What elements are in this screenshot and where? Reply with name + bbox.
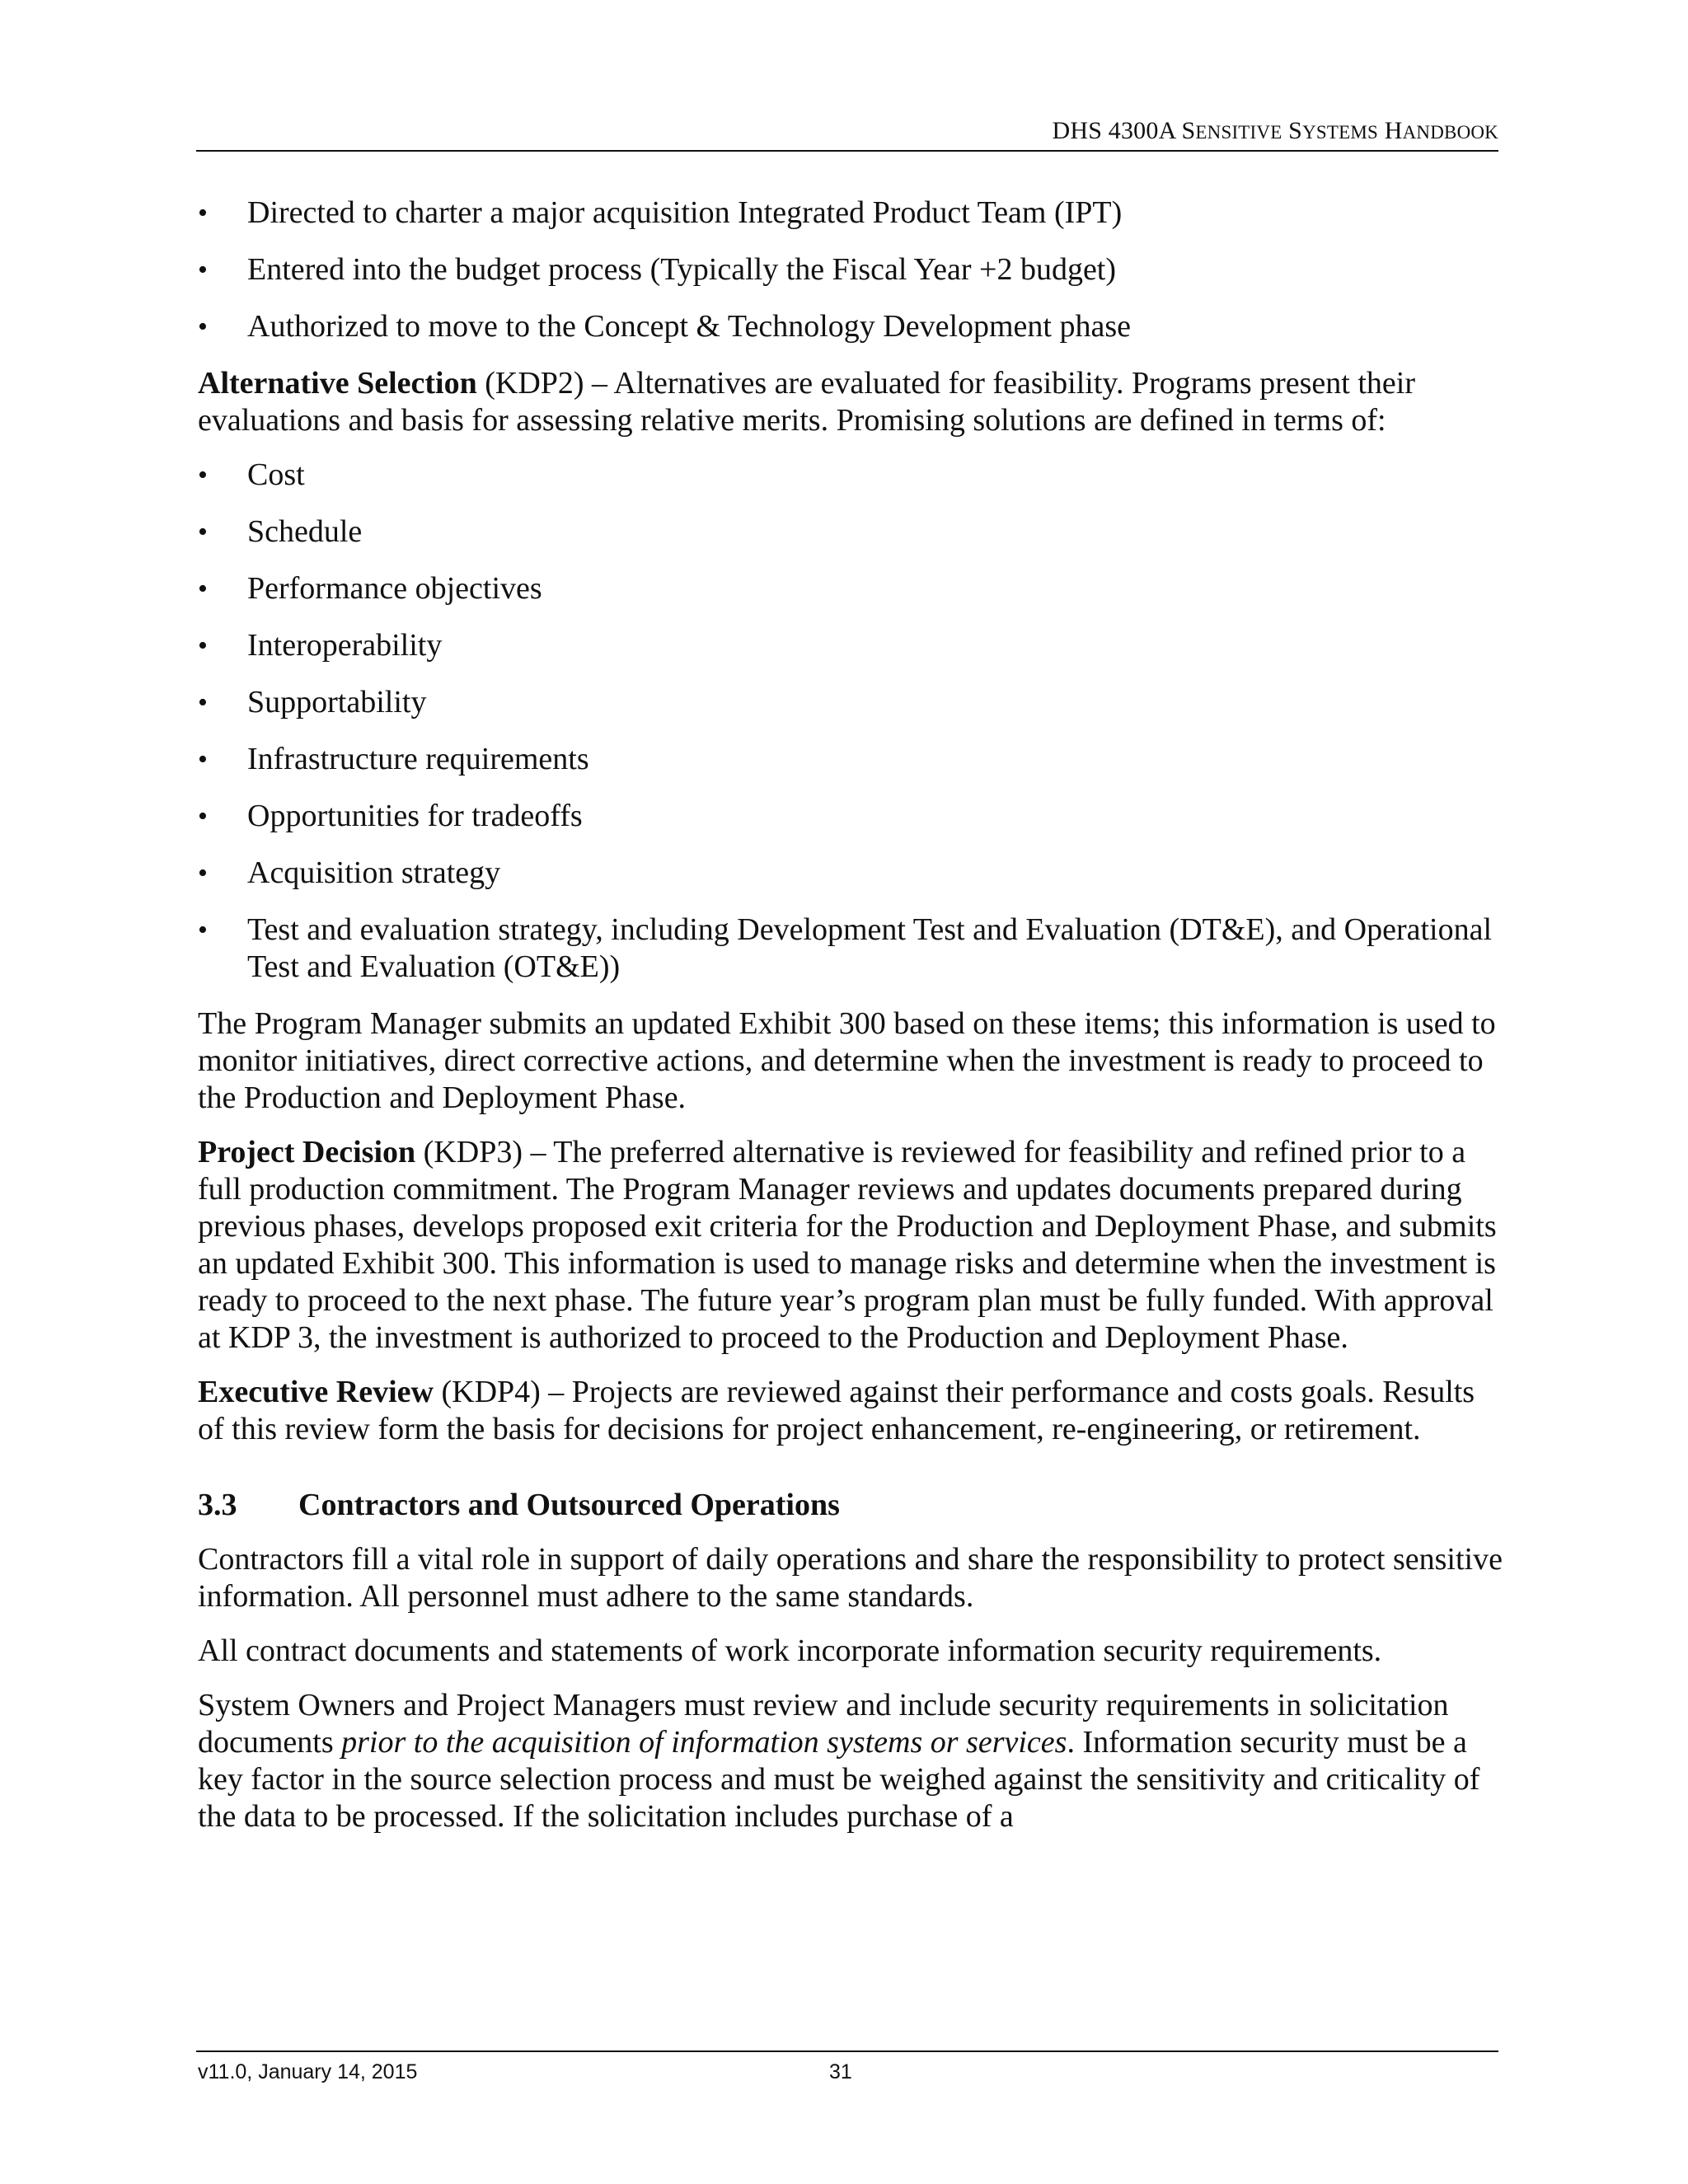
list-item: • Cost — [198, 457, 1504, 494]
list-item: • Acquisition strategy — [198, 855, 1504, 892]
header-text: YSTEMS — [1302, 122, 1379, 143]
bullet-list-outcomes — [198, 194, 1504, 345]
paragraph-exhibit-300: The Program Manager submits an updated Exhibit 300 based on these items; this information is used to monitor initiatives, direct corrective actions, and determine when the investment is ready to proceed to the Production and Deployment Phase. — [198, 1006, 1496, 1115]
section-number: 3.3 — [198, 1488, 237, 1522]
paragraph-text: (KDP3) – The preferred alternative is reviewed for feasibility and refined prior to a full production commitment. The Program Manager reviews and updates documents prepared during previous phases, develops proposed exit criteria for the Production and Deployment Phase, and submits an updated Exhibit 300. This information is used to manage risks and determine when the investment is ready to proceed to the next phase. The future year’s program plan must be fully funded. With approval at KDP 3, the investment is authorized to proceed to the Production and Deployment Phase. — [198, 1135, 1497, 1355]
list-item: • Entered into the budget process (Typically the Fiscal Year +2 budget) — [198, 251, 1504, 288]
paragraph-text: . Information security must be a key factor in the source selection process and must be weighed against the sensitivity and criticality of the data to be processed. If the solicitation includes purchase of a — [198, 1725, 1480, 1834]
section-title: Contractors and Outsourced Operations — [298, 1488, 840, 1522]
running-header — [196, 117, 1498, 145]
paragraph-project-decision — [198, 1134, 1504, 1357]
section-heading — [198, 1487, 1504, 1524]
header-text: ENSITIVE — [1195, 122, 1282, 143]
list-item: • Supportability — [198, 684, 1504, 721]
list-item: • Authorized to move to the Concept & Technology Development phase — [198, 308, 1504, 345]
header-text: ANDBOOK — [1402, 122, 1498, 143]
paragraph-executive-review — [198, 1374, 1504, 1448]
list-item: • Test and evaluation strategy, including Development Test and Evaluation (DT&E), and Operational Test and Evaluation (OT&E)) — [198, 912, 1504, 986]
paragraph-text: (KDP2) – Alternatives are evaluated for feasibility. Programs present their evaluations and basis for assessing relative merits. Promising solutions are defined in terms of: — [198, 366, 1415, 438]
header-text: S — [1282, 117, 1303, 144]
list-item: • Interoperability — [198, 627, 1504, 664]
bullet-list-criteria — [198, 457, 1504, 986]
term-project-decision: Project Decision — [198, 1135, 416, 1169]
paragraph-contractors: Contractors fill a vital role in support of daily operations and share the responsibility to protect sensitive information. All personnel must adhere to the same standards. — [198, 1542, 1503, 1614]
paragraph-text: System Owners and Project Managers must review and include security requirements in solicitation documents — [198, 1688, 1449, 1760]
footer-divider — [196, 2050, 1498, 2052]
list-item: • Infrastructure requirements — [198, 741, 1504, 778]
term-alternative-selection: Alternative Selection — [198, 366, 477, 401]
header-text: H — [1378, 117, 1403, 144]
header-text: DHS 4300A S — [1052, 117, 1196, 144]
paragraph-system-owners — [198, 1687, 1504, 1835]
list-item: • Performance objectives — [198, 570, 1504, 607]
document-body — [198, 194, 1504, 1853]
list-item: • Opportunities for tradeoffs — [198, 798, 1504, 835]
paragraph-text: (KDP4) – Projects are reviewed against their performance and costs goals. Results of this review form the basis for decisions for project enhancement, re-engineering, or retirement. — [198, 1375, 1475, 1446]
list-item: • Directed to charter a major acquisition Integrated Product Team (IPT) — [198, 194, 1504, 232]
paragraph-contract-documents: All contract documents and statements of work incorporate information security requirements. — [198, 1633, 1382, 1668]
header-divider — [196, 150, 1498, 152]
term-executive-review: Executive Review — [198, 1375, 434, 1409]
paragraph-alternative-selection — [198, 365, 1504, 439]
list-item: • Schedule — [198, 513, 1504, 551]
page-number: 31 — [829, 2060, 852, 2083]
emphasis-text: prior to the acquisition of information systems or services — [341, 1725, 1067, 1760]
footer-version: v11.0, January 14, 2015 — [198, 2060, 418, 2083]
